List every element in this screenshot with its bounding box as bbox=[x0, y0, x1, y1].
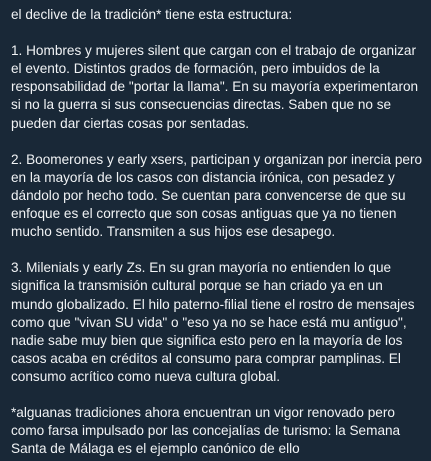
message-paragraph-2: 2. Boomerones y early xsers, participan y organizan por inercia pero en la mayoría de los casos con distancia irónica, con pesadez y dándolo por hecho todo. Se cuentan para convencerse de que su enfoque es el correcto que son cosas antiguas que ya no tienen mucho sentido. Transmiten a sus hijos ese desapego. bbox=[11, 151, 423, 240]
message-paragraph-3: 3. Milenials y early Zs. En su gran mayoría no entienden lo que significa la transmisión cultural porque se han criado ya en un mundo globalizado. El hilo paterno-filial tiene el rostro de mensajes como que "vivan SU vida" o "eso ya no se hace está mu antiguo", nadie sabe muy bien que significa esto pero en la mayoría de los casos acaba en créditos al consumo para comprar pamplinas. El consumo acrítico como nueva cultura global. bbox=[11, 260, 415, 384]
message-paragraph-footnote: *alguanas tradiciones ahora encuentran un vigor renovado pero como farsa impulsado por las concejalías de turismo: la Semana Santa de Málaga es el ejemplo canónico de ello bbox=[11, 405, 401, 457]
message-paragraph-1: 1. Hombres y mujeres silent que cargan con el trabajo de organizar el evento. Distintos grados de formación, pero imbuidos de la responsabilidad de "portar la llama". En su mayoría experimentaron si no la guerra si sus consecuencias directas. Saben que no se pueden dar ciertas cosas por sentadas. bbox=[11, 43, 419, 131]
message-paragraph-intro: el declive de la tradición* tiene esta estructura: bbox=[11, 7, 293, 22]
